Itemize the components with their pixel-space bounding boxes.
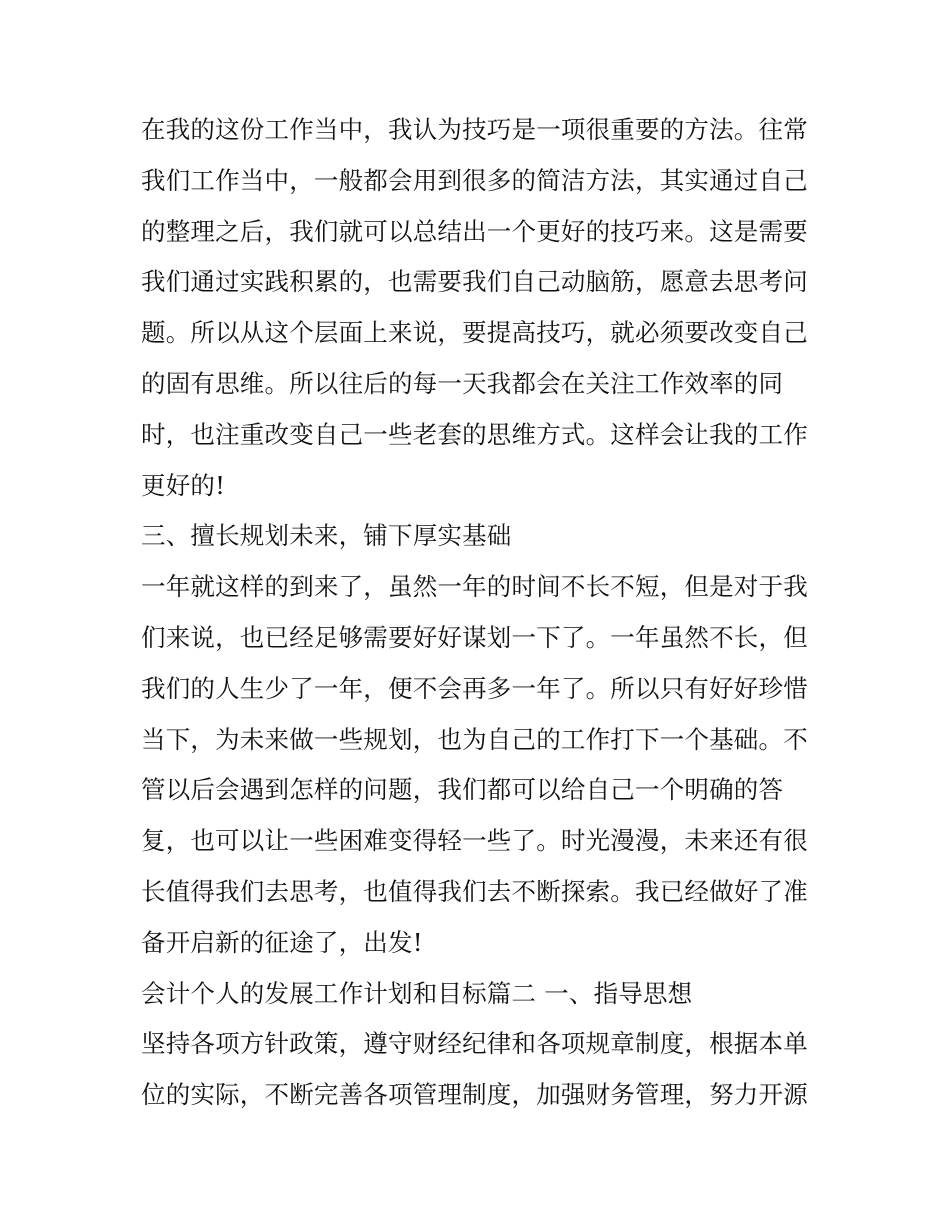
section-heading: 三、擅长规划未来，铺下厚实基础 xyxy=(141,521,512,551)
section-heading: 会计个人的发展工作计划和目标篇二 一、指导思想 xyxy=(141,978,693,1008)
text-line: 我们的人生少了一年，便不会再多一年了。所以只有好好珍惜 xyxy=(141,673,808,703)
text-line: 我们工作当中，一般都会用到很多的简洁方法，其实通过自己 xyxy=(141,165,808,195)
text-line: 复，也可以让一些困难变得轻一些了。时光漫漫，未来还有很 xyxy=(141,826,808,856)
text-line: 坚持各项方针政策，遵守财经纪律和各项规章制度，根据本单 xyxy=(141,1029,808,1059)
text-line: 管以后会遇到怎样的问题，我们都可以给自己一个明确的答 xyxy=(141,775,784,805)
text-line: 更好的! xyxy=(141,470,226,500)
text-line: 题。所以从这个层面上来说，要提高技巧，就必须要改变自己 xyxy=(141,318,808,348)
text-line: 当下，为未来做一些规划，也为自己的工作打下一个基础。不 xyxy=(141,724,808,754)
text-line: 们来说，也已经足够需要好好谋划一下了。一年虽然不长，但 xyxy=(141,622,808,652)
text-line: 时，也注重改变自己一些老套的思维方式。这样会让我的工作 xyxy=(141,419,808,449)
text-line: 的固有思维。所以往后的每一天我都会在关注工作效率的同 xyxy=(141,368,784,398)
text-line: 备开启新的征途了，出发! xyxy=(141,927,423,957)
text-line: 在我的这份工作当中，我认为技巧是一项很重要的方法。往常 xyxy=(141,115,808,144)
text-line: 的整理之后，我们就可以总结出一个更好的技巧来。这是需要 xyxy=(141,216,808,246)
text-line: 长值得我们去思考，也值得我们去不断探索。我已经做好了准 xyxy=(141,876,808,906)
document-body xyxy=(141,105,821,1121)
text-line: 位的实际，不断完善各项管理制度，加强财务管理，努力开源 xyxy=(141,1080,808,1110)
text-line: 一年就这样的到来了，虽然一年的时间不长不短，但是对于我 xyxy=(141,572,808,602)
text-line: 我们通过实践积累的，也需要我们自己动脑筋，愿意去思考问 xyxy=(141,267,808,297)
